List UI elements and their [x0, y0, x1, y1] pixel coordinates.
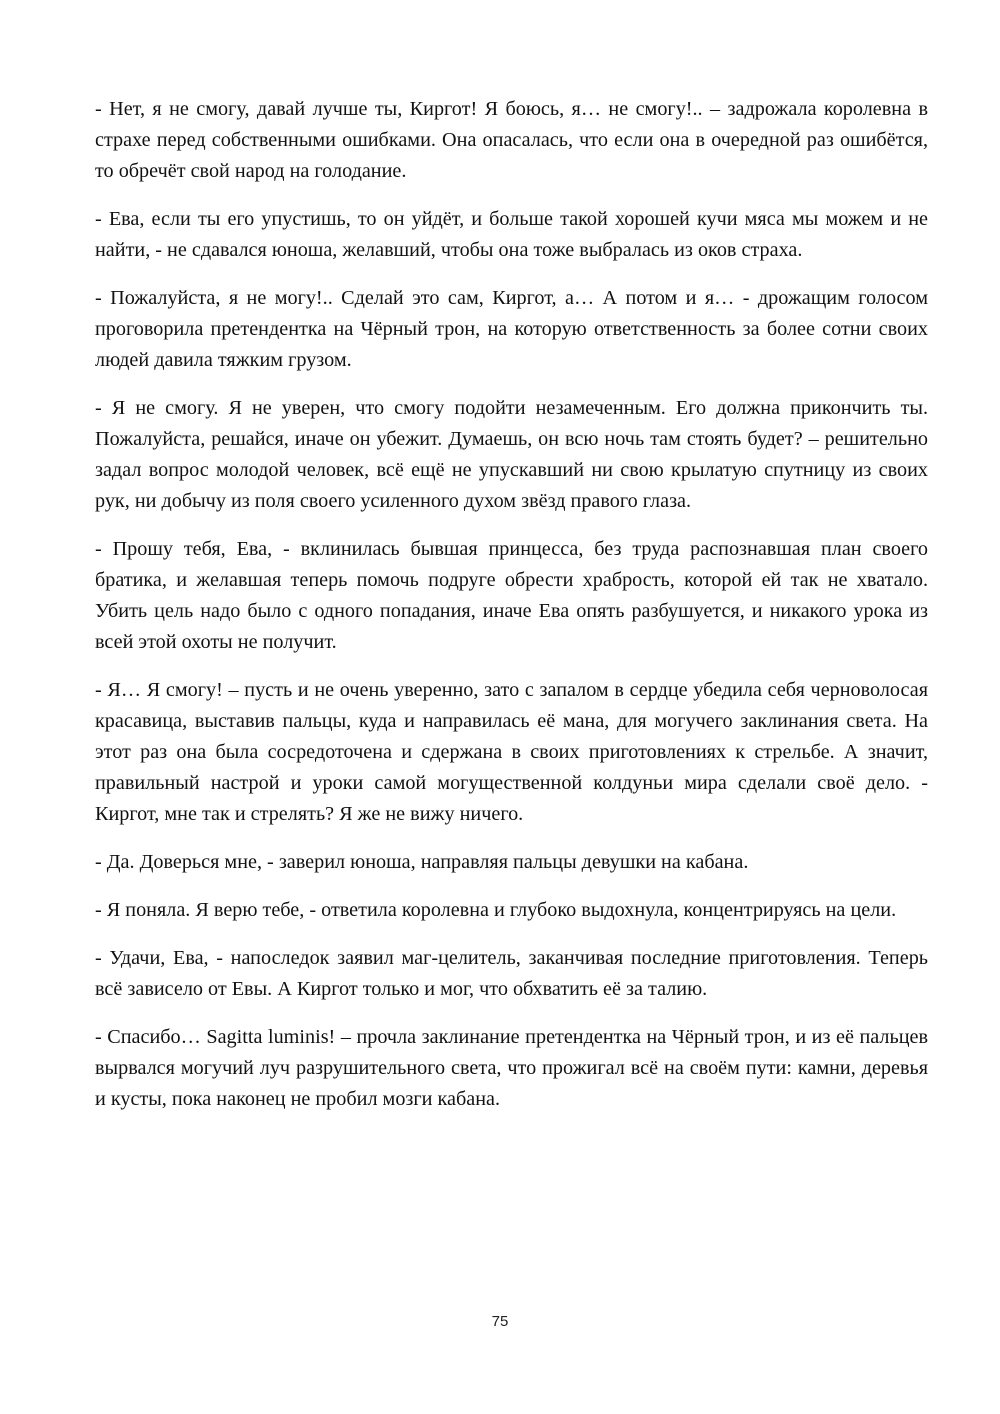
page-number: 75: [491, 1313, 509, 1330]
paragraph: - Я не смогу. Я не уверен, что смогу подойти незамеченным. Его должна прикончить ты. Пожалуйста, решайся, иначе он убежит. Думаешь, он всю ночь там стоять будет? – решительно задал вопрос молодой человек, всё ещё не упускавший ни свою крылатую спутницу из своих рук, ни добычу из поля своего усиленного духом звёзд правого глаза.: [95, 397, 928, 512]
paragraph: - Да. Доверься мне, - заверил юноша, направляя пальцы девушки на кабана.: [95, 851, 749, 873]
paragraph: - Пожалуйста, я не могу!.. Сделай это сам, Киргот, а… А потом и я… - дрожащим голосом проговорила претендентка на Чёрный трон, на которую ответственность за более сотни своих людей давила тяжким грузом.: [95, 287, 928, 371]
document-page-body: [95, 94, 928, 1132]
paragraph: - Я поняла. Я верю тебе, - ответила королевна и глубоко выдохнула, концентрируясь на цели.: [95, 899, 897, 921]
paragraph: - Ева, если ты его упустишь, то он уйдёт, и больше такой хорошей кучи мяса мы можем и не найти, - не сдавался юноша, желавший, чтобы она тоже выбралась из оков страха.: [95, 208, 928, 261]
paragraph: - Я… Я смогу! – пусть и не очень уверенно, зато с запалом в сердце убедила себя черноволосая красавица, выставив пальцы, куда и направилась её мана, для могучего заклинания света. На этот раз она была сосредоточена и сдержана в своих приготовлениях к стрельбе. А значит, правильный настрой и уроки самой могущественной колдуньи мира сделали своё дело. - Киргот, мне так и стрелять? Я же не вижу ничего.: [95, 679, 928, 825]
paragraph: - Прошу тебя, Ева, - вклинилась бывшая принцесса, без труда распознавшая план своего братика, и желавшая теперь помочь подруге обрести храбрость, которой ей так не хватало. Убить цель надо было с одного попадания, иначе Ева опять разбушуется, и никакого урока из всей этой охоты не получит.: [95, 538, 928, 653]
paragraph: - Спасибо… Sagitta luminis! – прочла заклинание претендентка на Чёрный трон, и из её пальцев вырвался могучий луч разрушительного света, что прожигал всё на своём пути: камни, деревья и кусты, пока наконец не пробил мозги кабана.: [95, 1026, 928, 1110]
paragraph: - Нет, я не смогу, давай лучше ты, Киргот! Я боюсь, я… не смогу!.. – задрожала королевна в страхе перед собственными ошибками. Она опасалась, что если она в очередной раз ошибётся, то обречёт свой народ на голодание.: [95, 98, 928, 182]
paragraph: - Удачи, Ева, - напоследок заявил маг-целитель, заканчивая последние приготовления. Теперь всё зависело от Евы. А Киргот только и мог, что обхватить её за талию.: [95, 947, 928, 1000]
